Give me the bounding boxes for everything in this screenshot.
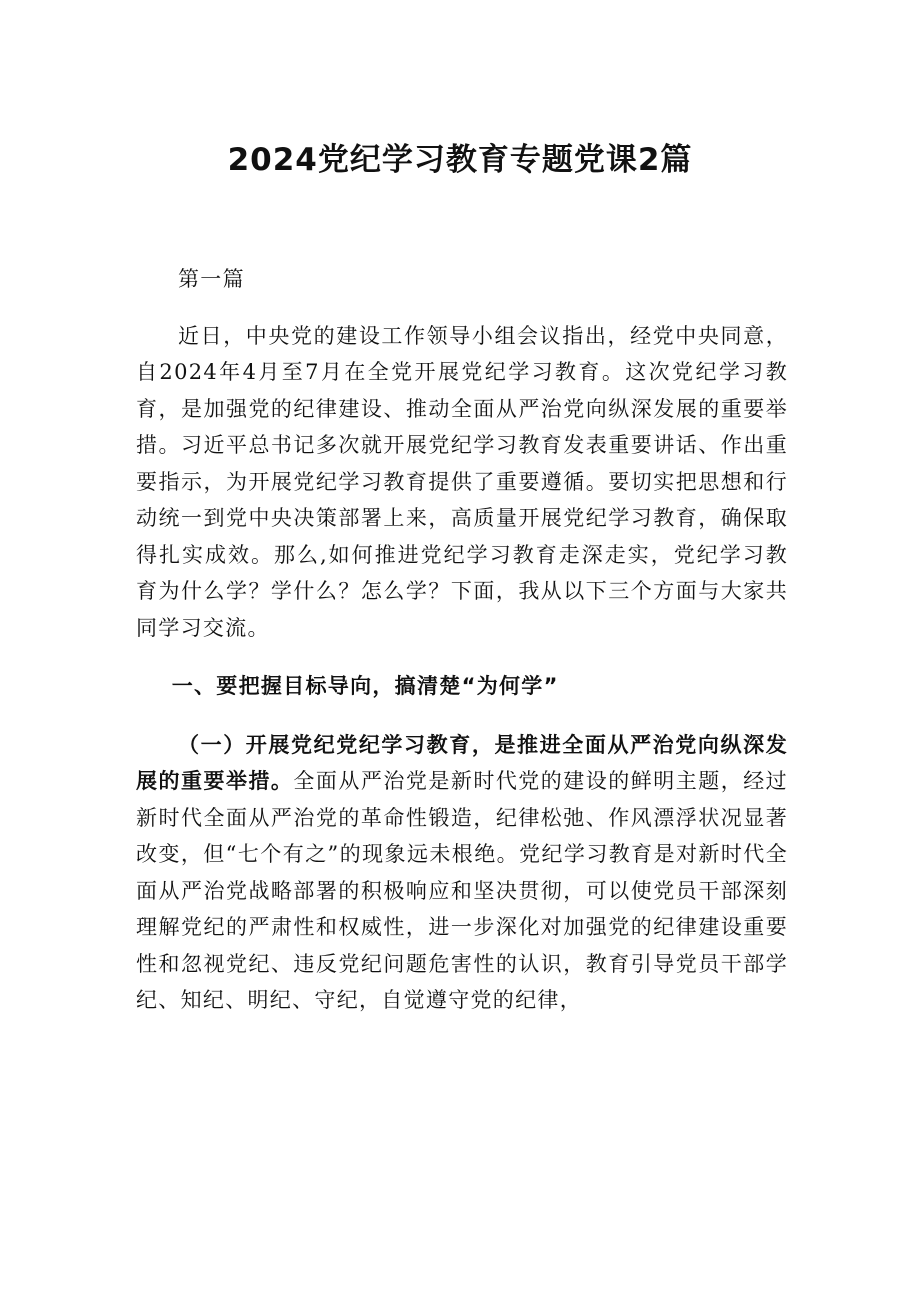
document-title: 2024党纪学习教育专题党课2篇 xyxy=(227,142,693,178)
section-heading: 一、要把握目标导向，搞清楚“为何学” xyxy=(171,674,559,698)
section-label: 第一篇 xyxy=(178,267,245,291)
intro-paragraph: 近日，中央党的建设工作领导小组会议指出，经党中央同意，自2024年4月至7月在全党开展党纪学习教育。这次党纪学习教育，是加强党的纪律建设、推动全面从严治党向纵深发展的重要举措。习近平总书记多次就开展党纪学习教育发表重要讲话、作出重要指示，为开展党纪学习教育提供了重要遵循。要切实把思想和行动统一到党中央决策部署上来，高质量开展党纪学习教育，确保取得扎实成效。那么,如何推进党纪学习教育走深走实，党纪学习教育为什么学？学什么？怎么学？下面，我从以下三个方面与大家共同学习交流。 xyxy=(136,323,788,640)
document-body xyxy=(136,261,788,1019)
subsection-paragraph xyxy=(136,727,788,1019)
subsection-lead: （一）开展党纪党纪学习教育，是推进全面从严治党向纵深发展的重要举措。 xyxy=(136,732,788,793)
subsection-body: 全面从严治党是新时代党的建设的鲜明主题，经过新时代全面从严治党的革命性锻造，纪律松弛、作风漂浮状况显著改变，但“七个有之”的现象远未根绝。党纪学习教育是对新时代全面从严治党战略部署的积极响应和坚决贯彻，可以使党员干部深刻理解党纪的严肃性和权威性，进一步深化对加强党的纪律建设重要性和忽视党纪、违反党纪问题危害性的认识，教育引导党员干部学纪、知纪、明纪、守纪，自觉遵守党的纪律， xyxy=(136,769,788,1012)
